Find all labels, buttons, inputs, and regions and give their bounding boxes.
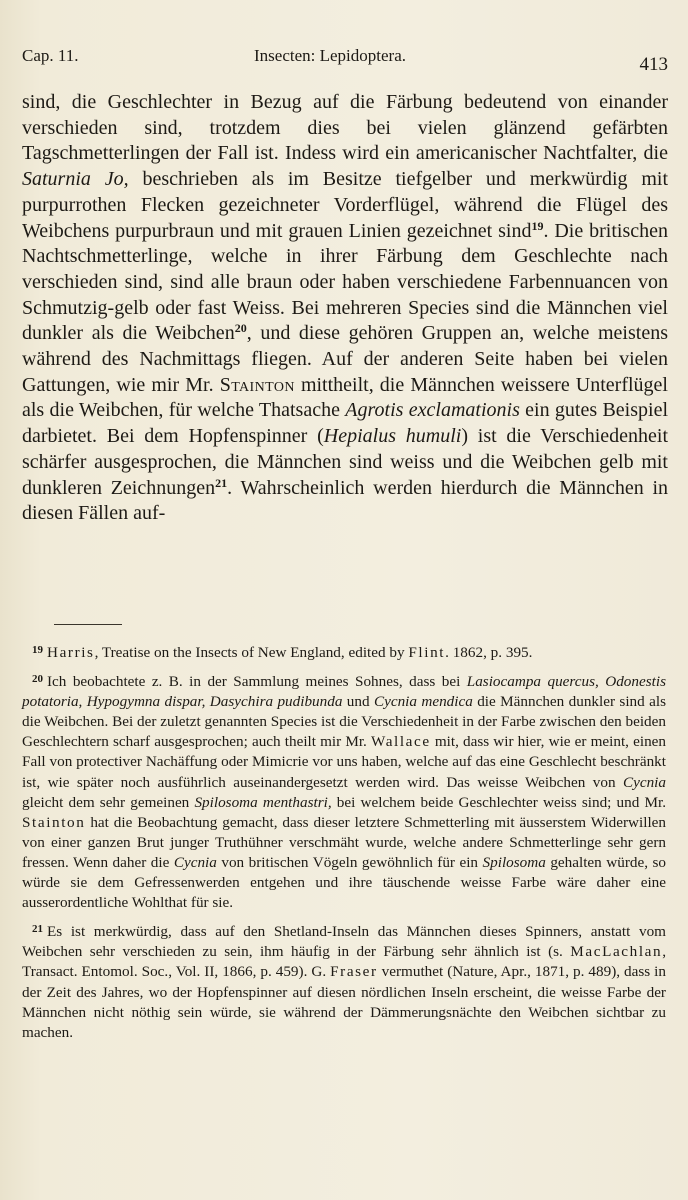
body-paragraph (22, 90, 668, 527)
text-run: Es ist merkwürdig, dass auf den Shetland-Inseln das Männchen dieses Spinners, anstatt vom Weibchen sehr verschieden zu sein, ihm häufig in der Färbung sehr ähnlich ist (s. (22, 923, 666, 961)
species-name: Saturnia Jo, (22, 168, 129, 191)
text-run: . Wahrscheinlich werden hierdurch die Männchen in diesen Fällen auf- (22, 476, 668, 525)
text-run: von britischen Vögeln gewöhnlich für ein (216, 853, 483, 871)
footnote-number: 20 (32, 673, 43, 686)
text-run: hat die Beobachtung gemacht, dass dieser letztere Schmetterling mit äusserstem Widerwillen von einer ganzen Brut junger Truthühner verschmäht wurde, welche andere Schmetterlinge sehr gern fressen. Wenn daher die (22, 813, 666, 871)
footnotes (22, 640, 666, 1049)
footnote-21 (22, 919, 666, 1043)
text-run: Ich beobachtete z. B. in der Sammlung meines Sohnes, dass bei (47, 673, 467, 691)
text-run: . Die britischen Nachtschmetterlinge, welche in ihrer Färbung dem Geschlechte nach verschieden sind, sind alle braun oder haben verschiedene Farbennuancen von Schmutzig-gelb oder fast Weiss. Bei mehreren Species sind die Männchen viel dunkler als die Weibchen (22, 219, 668, 345)
species-name: Spilosoma menthastri, (194, 793, 332, 811)
species-name: Agrotis exclamationis (345, 399, 520, 422)
species-name: Cycnia (622, 773, 666, 791)
text-run: gleicht dem sehr gemeinen (22, 793, 195, 811)
footnote-20 (22, 669, 666, 913)
footnote-19 (22, 640, 666, 663)
text-run: ) ist die Verschiedenheit schärfer ausgesprochen, die Männchen sind weiss und die Weibchen gelb mit dunkleren Zeichnungen (22, 425, 668, 499)
text-run: . 1862, p. 395. (445, 644, 533, 661)
text-run: und (342, 693, 374, 711)
footnote-number: 19 (32, 644, 43, 656)
main-text (22, 90, 668, 527)
text-run: ein gutes Beispiel darbietet. Bei dem Hopfenspinner ( (22, 399, 668, 448)
species-name: Hepialus humuli (323, 425, 462, 448)
page-number: 413 (639, 54, 668, 75)
text-run: mittheilt, die Männchen weissere Unterflügel als die Weibchen, für welche Thatsache (22, 373, 668, 422)
running-header (22, 46, 668, 76)
footnote-number: 21 (32, 923, 43, 936)
species-name: Spilosoma (482, 853, 546, 871)
person-name: MacLachlan (570, 943, 663, 961)
text-run: , und diese gehören Gruppen an, welche meistens während des Nachmittags fliegen. Auf der anderen Seite haben bei vielen Gattungen, wie mir Mr. (22, 322, 668, 396)
footnote-ref-20: 20 (234, 321, 247, 336)
person-name: Wallace (370, 733, 431, 751)
author-name: Flint (408, 644, 446, 661)
person-name: Fraser (330, 963, 378, 981)
footnote-ref-21: 21 (215, 475, 228, 490)
text-run: vermuthet (Nature, Apr., 1871, p. 489), dass in der Zeit des Jahres, wo der Hopfenspinner auf diesen nördlichen Inseln erscheint, die weisse Farbe der Männchen nicht nöthig sein würde, sie während der Dämmerungsnächte den Weibchen sichtbar zu machen. (22, 963, 666, 1041)
text-run: beschrieben als im Besitze tiefgelber und merkwürdig mit purpurrothen Flecken gezeichneter Vorderflügel, während die Flügel des Weibchens purpurbraun und mit grauen Linien gezeichnet sind (22, 168, 668, 242)
chapter-label: Cap. 11. (22, 46, 79, 65)
text-run: gehalten würde, so würde sie dem Gefressenwerden entgehen und ihre täuschende weisse Farbe wäre daher eine ausserordentliche Wohlthat für sie. (22, 853, 666, 912)
footnote-ref-19: 19 (531, 218, 544, 233)
text-run: bei welchem beide Geschlechter weiss sind; und Mr. (331, 793, 666, 811)
text-run: , Treatise on the Insects of New England, edited by (94, 644, 409, 661)
species-name: Lasiocampa quercus, Odonestis potatoria, Hypogymna dispar, Dasychira pudibunda (22, 673, 666, 711)
author-name: Harris (47, 644, 95, 661)
text-run: mit, dass wir hier, wie er meint, einen Fall von protectiver Nachäffung oder Mimicrie vor uns haben, welche auf das eine Geschlecht beschränkt ist, wie später noch ausführlich auseinandergesetzt werden wird. Das weisse Weibchen von (22, 733, 666, 791)
running-title: Insecten: Lepidoptera. (254, 46, 406, 65)
species-name: Cycnia (173, 853, 217, 871)
text-run: , Transact. Entomol. Soc., Vol. II, 1866, p. 459). G. (22, 943, 666, 981)
text-run: sind, die Geschlechter in Bezug auf die Färbung bedeutend von einander verschieden sind, trotzdem dies bei vielen glänzend gefärbten Tagschmetterlingen der Fall ist. Indess wird ein americanischer Nachtfalter, die (22, 91, 668, 165)
person-name: Stainton (22, 813, 86, 831)
person-name: Stainton (219, 373, 295, 396)
species-name: Cycnia mendica (373, 693, 473, 711)
text-run: die Männchen dunkler sind als die Weibchen. Bei der zuletzt genannten Species ist die Verschiedenheit in der Farbe zwischen den beiden Geschlechtern scharf ausgesprochen; auch theilt mir Mr. (22, 693, 666, 751)
footnote-separator (54, 624, 122, 625)
